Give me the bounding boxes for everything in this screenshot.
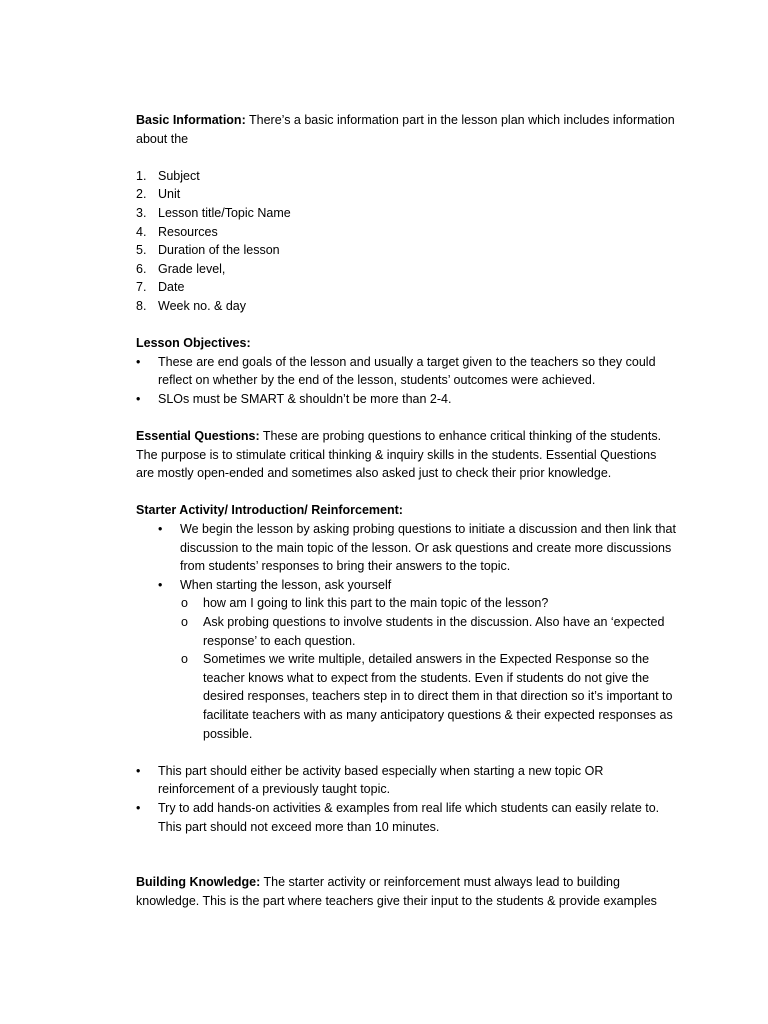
bullet-icon: •: [136, 800, 141, 815]
essential-questions-paragraph: Essential Questions: These are probing questions to enhance critical thinking of the students. The purpose is to stimulate critical thinking & inquiry skills in the students. Essential Questions are mostly open-ended and sometimes also asked just to check their prior knowledge.: [136, 429, 662, 481]
starter-list: [158, 520, 676, 594]
list-item: 2. Unit: [136, 187, 181, 202]
list-item: 8. Week no. & day: [136, 298, 247, 313]
list-item: 1. Subject: [136, 168, 200, 183]
list-item: • When starting the lesson, ask yourself: [158, 576, 676, 595]
bullet-icon: •: [158, 577, 163, 592]
objectives-heading: Lesson Objectives:: [136, 336, 251, 351]
document-body: [136, 111, 676, 910]
list-item: • We begin the lesson by asking probing questions to initiate a discussion and then link that discussion to the main topic of the lesson. Or ask questions and create more discussions from students’ responses to bring their answers to the topic.: [158, 522, 676, 574]
building-knowledge-heading: Building Knowledge:: [136, 875, 261, 890]
bullet-icon: •: [136, 391, 141, 406]
list-item: o Ask probing questions to involve students in the discussion. Also have an ‘expected response’ to each question.: [181, 615, 665, 648]
list-item: o Sometimes we write multiple, detailed answers in the Expected Response so the teacher knows what to expect from the students. Even if students do not give the desired responses, teachers step in to direct them in that direction so it’s important to facilitate teachers with as many anticipatory questions & their expected responses as possible.: [181, 652, 673, 741]
list-item: • Try to add hands-on activities & examples from real life which students can easily relate to. This part should not exceed more than 10 minutes.: [136, 800, 660, 834]
list-item: 3. Lesson title/Topic Name: [136, 205, 291, 220]
bullet-icon: •: [136, 354, 141, 369]
circle-bullet-icon: o: [181, 596, 188, 611]
list-item: 7. Date: [136, 280, 185, 295]
starter-sub-list: [136, 594, 676, 743]
list-item: • This part should either be activity based especially when starting a new topic OR reinforcement of a previously taught topic.: [136, 763, 604, 797]
basic-info-heading: Basic Information:: [136, 113, 246, 127]
list-item: o how am I going to link this part to the main topic of the lesson?: [181, 594, 676, 613]
building-knowledge-paragraph: Building Knowledge: The starter activity or reinforcement must always lead to building knowledge. This is the part where teachers give their input to the students & provide examples: [136, 875, 657, 908]
essential-questions-heading: Essential Questions:: [136, 429, 260, 444]
bullet-icon: •: [158, 522, 163, 537]
starter-heading: Starter Activity/ Introduction/ Reinforcement:: [136, 503, 403, 518]
circle-bullet-icon: o: [181, 615, 188, 630]
basic-info-intro: There’s a basic information part in the lesson plan which includes information about the: [136, 113, 675, 146]
basic-info-list: [136, 167, 676, 316]
list-item: 4. Resources: [136, 224, 218, 239]
list-item: • These are end goals of the lesson and usually a target given to the teachers so they could reflect on whether by the end of the lesson, students’ outcomes were achieved.: [136, 354, 656, 388]
bullet-icon: •: [136, 763, 141, 778]
circle-bullet-icon: o: [181, 652, 188, 667]
starter-notes-list: [136, 762, 676, 836]
list-item: 6. Grade level,: [136, 261, 226, 276]
list-item: 5. Duration of the lesson: [136, 243, 280, 258]
objectives-list: [136, 353, 676, 409]
list-item: • SLOs must be SMART & shouldn’t be more than 2-4.: [136, 390, 676, 409]
basic-info-paragraph: [136, 111, 676, 148]
